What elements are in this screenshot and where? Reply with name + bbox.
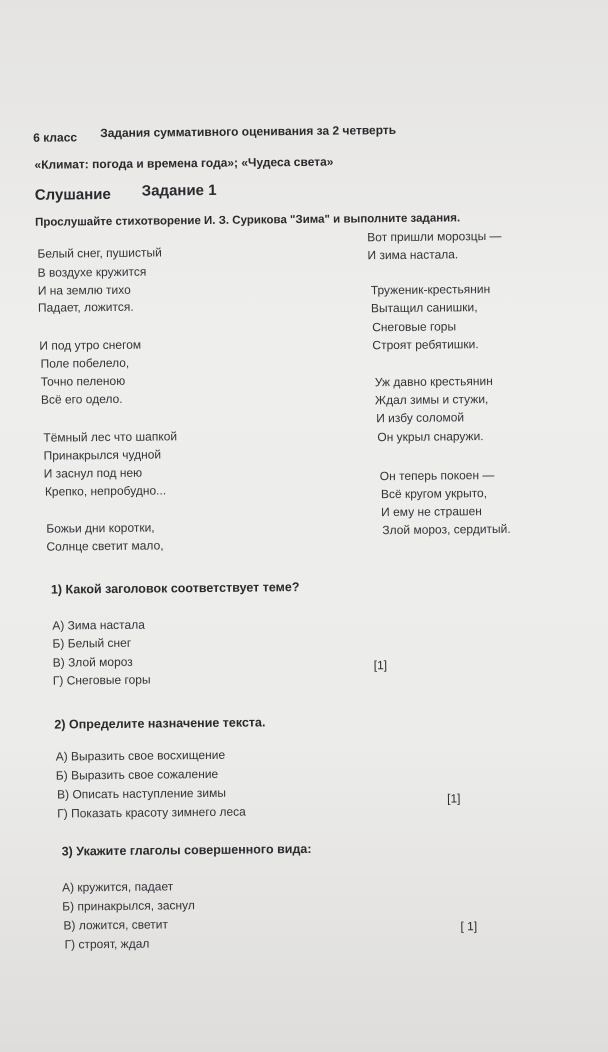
topics-line: «Климат: погода и времена года»; «Чудеса света» [34, 154, 334, 172]
poem-line: Солнце светит мало, [46, 538, 164, 554]
poem-line: Точно пеленою [40, 373, 126, 389]
question-text: 1) Какой заголовок соответствует теме? [50, 580, 300, 597]
poem-line: Тёмный лес что шапкой [43, 429, 178, 445]
document-title: Задания суммативного оценивания за 2 четверть [100, 122, 397, 141]
answer-option: Б) Белый снег [52, 635, 132, 651]
task-title: Задание 1 [141, 181, 217, 200]
answer-option: А) Зима настала [52, 617, 145, 633]
answer-option: Б) принакрылся, заснул [62, 898, 195, 914]
poem-line: Ждал зимы и стужи, [374, 392, 489, 408]
answer-option: Б) Выразить свое сожаление [55, 766, 219, 783]
question-text: 3) Укажите глаголы совершенного вида: [61, 841, 312, 859]
poem-line: Вытащил санишки, [370, 300, 478, 316]
poem-line: И ему не страшен [381, 504, 482, 520]
section-name: Слушание [34, 185, 111, 204]
poem-line: Принакрылся чудной [43, 447, 162, 463]
poem-line: Падает, ложится. [37, 299, 134, 315]
poem-line: Всё кругом укрыто, [380, 486, 488, 502]
poem-line: Вот пришли морозцы — [367, 228, 502, 245]
answer-option: А) Выразить свое восхищение [55, 747, 226, 764]
poem-line: Божьи дни коротки, [46, 520, 155, 536]
answer-option: В) ложится, светит [63, 917, 168, 933]
poem-line: Злой мороз, сердитый. [382, 521, 511, 538]
poem-line: И заснул под нею [43, 465, 143, 481]
answer-option: Г) Снеговые горы [52, 672, 151, 688]
answer-option: Г) Показать красоту зимнего леса [57, 804, 246, 821]
poem-line: Крепко, непробудно... [44, 483, 167, 499]
answer-option: Г) строят, ждал [64, 936, 150, 952]
poem-line: Он теперь покоен — [379, 467, 495, 484]
question-text: 2) Определите назначение текста. [54, 715, 266, 732]
poem-line: В воздухе кружится [37, 264, 147, 280]
answer-option: В) Описать наступление зимы [56, 785, 227, 802]
poem-line: Снеговые горы [372, 319, 457, 335]
poem-line: Всё его одело. [40, 391, 123, 407]
grade-label: 6 класс [33, 130, 78, 145]
poem-line: Труженик-крестьянин [370, 281, 491, 298]
poem-line: Поле побелело, [40, 355, 130, 371]
poem-line: Строят ребятишки. [372, 337, 479, 353]
instruction: Прослушайте стихотворение И. З. Сурикова "Зима" и выполните задания. [35, 212, 461, 229]
score-mark: [ 1] [460, 919, 478, 934]
answer-option: В) Злой мороз [52, 654, 133, 670]
poem-line: И избу соломой [376, 410, 465, 426]
poem-line: И зима настала. [367, 247, 459, 263]
score-mark: [1] [447, 791, 461, 806]
answer-option: А) кружится, падает [61, 879, 174, 895]
poem-line: Он укрыл снаружи. [377, 429, 484, 445]
poem-line: Белый снег, пушистый [37, 245, 162, 261]
score-mark: [1] [373, 658, 388, 673]
poem-line: И на землю тихо [37, 282, 131, 298]
poem-line: И под утро снегом [39, 337, 142, 353]
poem-line: Уж давно крестьянин [374, 373, 493, 390]
